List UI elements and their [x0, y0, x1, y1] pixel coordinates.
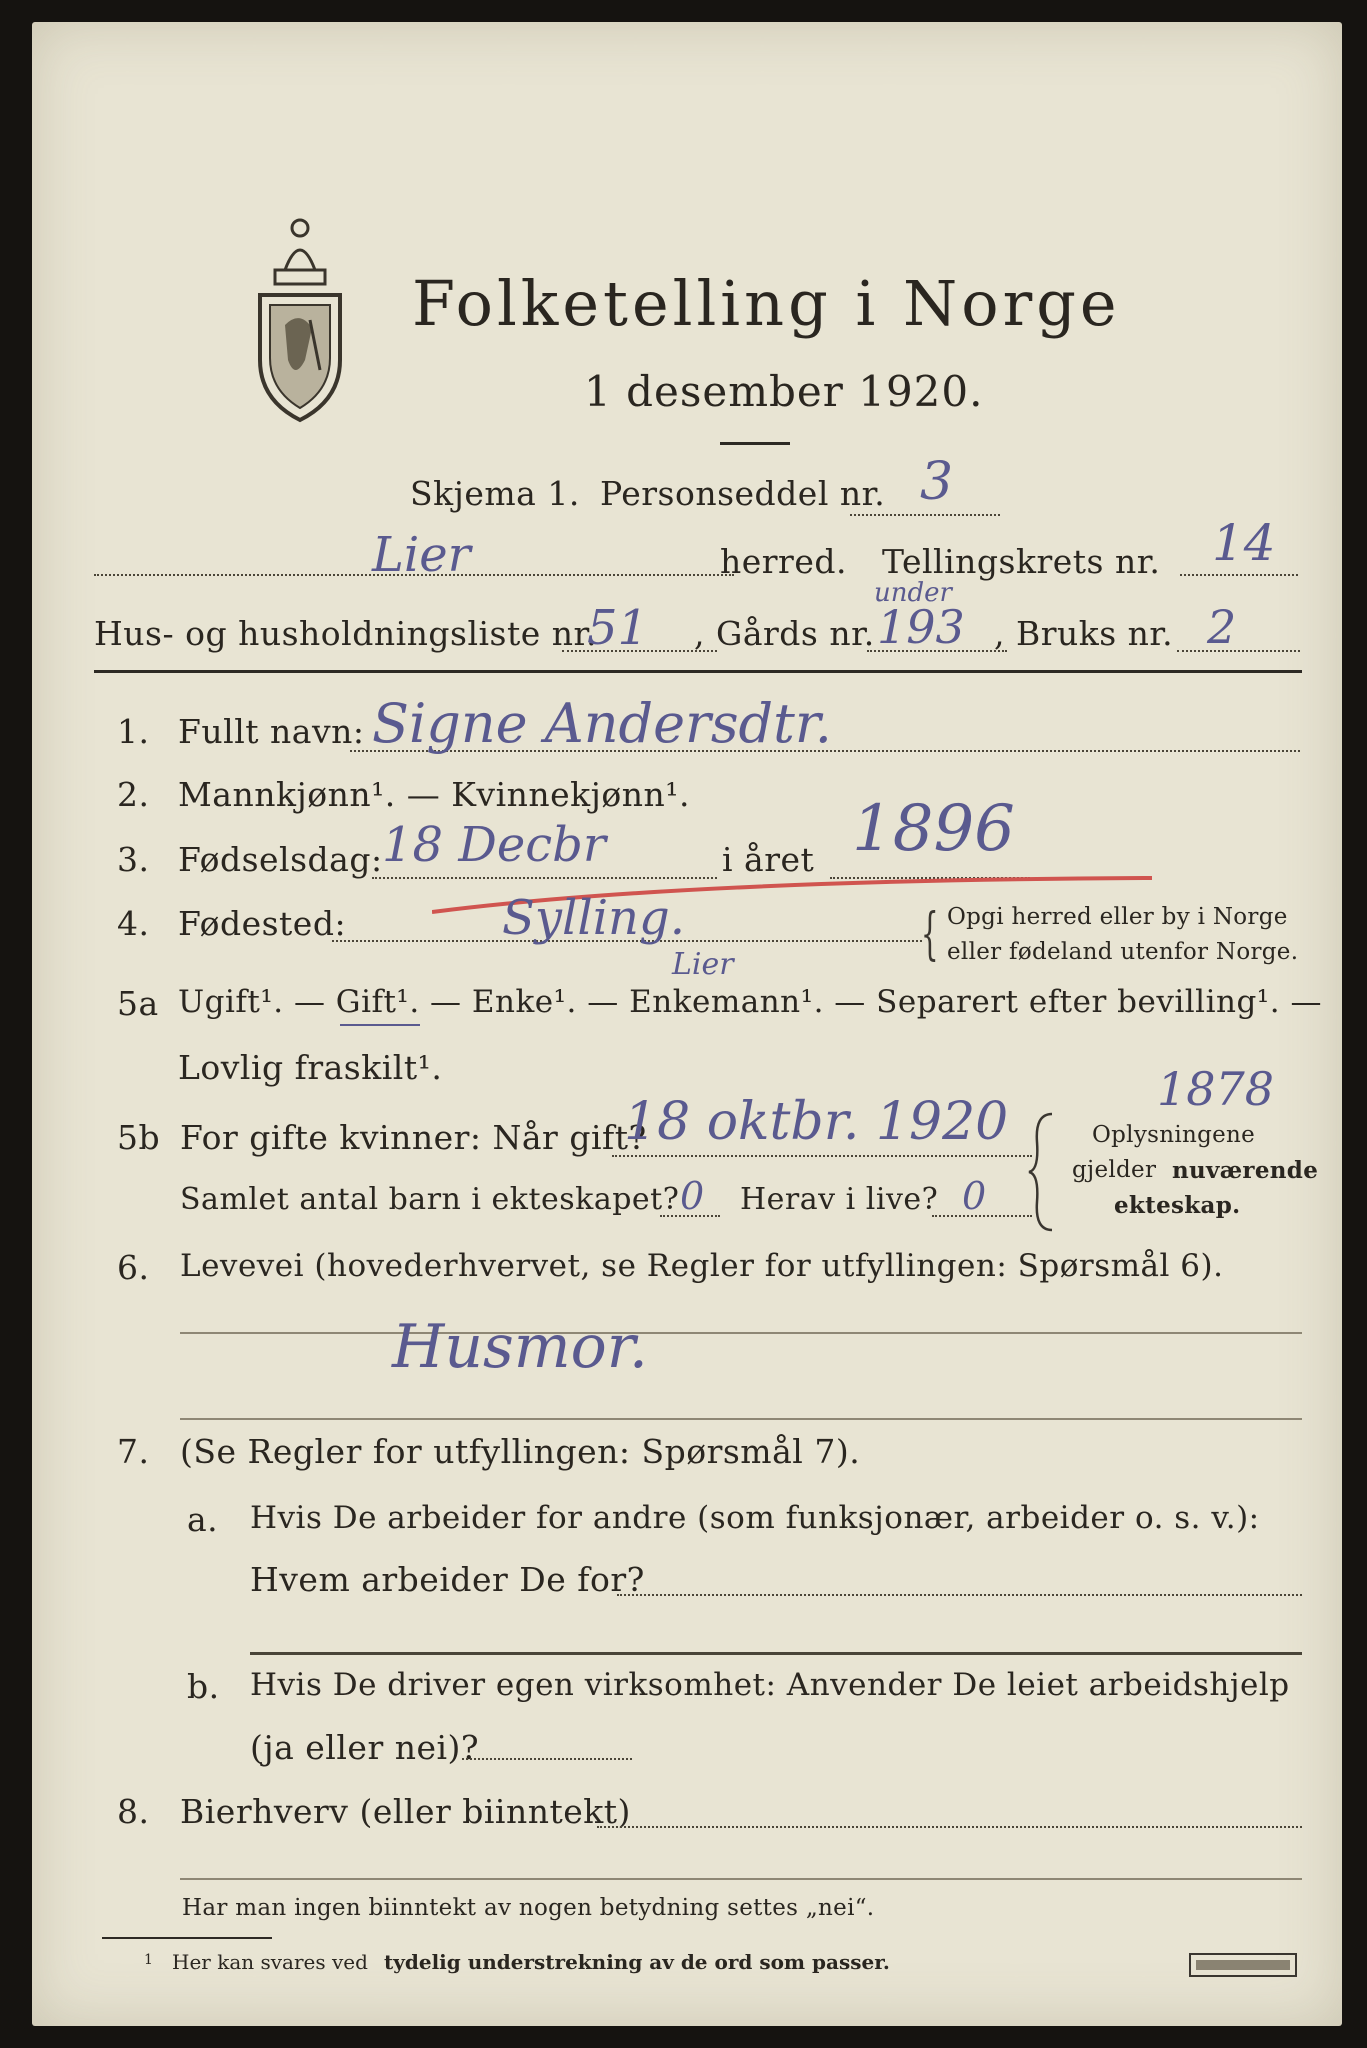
q6-number: 6.	[117, 1248, 150, 1287]
q2-label: Mannkjønn¹. — Kvinnekjønn¹.	[178, 775, 690, 814]
q7a-number: a.	[187, 1500, 219, 1539]
q5b-brace	[1027, 1112, 1057, 1236]
footnote-text-b: tydelig understrekning av de ord som passer.	[384, 1950, 890, 1974]
title-rule	[720, 442, 790, 445]
coat-of-arms-icon	[250, 210, 350, 429]
personseddel-label: Personseddel nr.	[600, 474, 886, 513]
q3-mid: i året	[722, 840, 815, 879]
q3-year: 1896	[852, 792, 1015, 866]
gards-value: 193	[877, 600, 965, 654]
q8-line	[597, 1826, 1302, 1828]
q5b-year-note: 1878	[1157, 1062, 1275, 1116]
q5b-number: 5b	[117, 1118, 161, 1157]
q5b-value: 18 oktbr. 1920	[624, 1092, 1009, 1152]
q5b-note3: ekteskap.	[1114, 1192, 1241, 1219]
bruks-line	[1177, 650, 1300, 652]
q4-value2: Lier	[672, 947, 734, 982]
footnote-mark: 1	[144, 1952, 153, 1968]
q4-note2: eller fødeland utenfor Norge.	[947, 939, 1299, 965]
q7a-line2	[250, 1652, 1302, 1655]
gards-note: under	[874, 578, 952, 608]
q7a-label: Hvis De arbeider for andre (som funksjonær, arbeider o. s. v.):	[250, 1500, 1260, 1536]
census-form-page	[32, 22, 1342, 2026]
form-date: 1 desember 1920.	[584, 367, 984, 416]
q5b-label2: Samlet antal barn i ekteskapet?	[180, 1182, 680, 1217]
q5b-note2b: nuværende	[1172, 1157, 1319, 1184]
personseddel-value: 3	[920, 452, 954, 512]
q5b-label3: Herav i live?	[740, 1182, 939, 1217]
gards-label: , Gårds nr.	[694, 614, 875, 653]
q4-brace: {	[920, 902, 939, 967]
q4-value: Sylling.	[502, 890, 685, 946]
q7b-line	[462, 1758, 632, 1760]
q1-number: 1.	[117, 712, 150, 751]
q3-number: 3.	[117, 840, 150, 879]
tellingskrets-line	[1180, 574, 1298, 576]
form-title: Folketelling i Norge	[412, 267, 1121, 340]
q3-label: Fødselsdag:	[178, 840, 383, 879]
q3-value: 18 Decbr	[382, 817, 606, 873]
q8-note: Har man ingen biinntekt av nogen betydning settes „nei“.	[182, 1895, 875, 1921]
q1-label: Fullt navn:	[178, 712, 365, 751]
q7b-label: Hvis De driver egen virksomhet: Anvender De leiet arbeidshjelp	[250, 1667, 1290, 1703]
q6-line	[180, 1332, 1302, 1334]
hus-value: 51	[587, 600, 649, 656]
q7a-line	[617, 1594, 1302, 1596]
hus-label: Hus- og husholdningsliste nr.	[94, 614, 598, 653]
personseddel-line	[850, 514, 1000, 516]
footnote-rule	[102, 1937, 272, 1939]
q5b-label: For gifte kvinner: Når gift?	[180, 1118, 647, 1157]
q4-note1: Opgi herred eller by i Norge	[947, 904, 1288, 930]
q1-value: Signe Andersdtr.	[372, 692, 832, 755]
q8-number: 8.	[117, 1792, 150, 1831]
herred-label: herred.	[720, 542, 847, 581]
q2-number: 2.	[117, 775, 150, 814]
printer-stamp-icon	[1188, 1952, 1298, 1982]
bruks-value: 2	[1207, 600, 1237, 654]
q7-label: (Se Regler for utfyllingen: Spørsmål 7).	[180, 1432, 861, 1471]
q8-line2	[180, 1878, 1302, 1880]
bruks-label: , Bruks nr.	[994, 614, 1174, 653]
q7b-label2: (ja eller nei)?	[250, 1728, 480, 1767]
q8-label: Bierhverv (eller biinntekt)	[180, 1792, 631, 1831]
tellingskrets-value: 14	[1212, 514, 1276, 572]
q5b-value3: 0	[962, 1174, 987, 1218]
q5a-label2: Lovlig fraskilt¹.	[178, 1048, 443, 1087]
header-divider	[94, 670, 1302, 673]
q5b-note2a: gjelder	[1072, 1157, 1157, 1183]
skjema-label: Skjema 1.	[410, 474, 580, 513]
q4-label: Fødested:	[178, 904, 347, 943]
q6-line2	[180, 1418, 1302, 1420]
q5b-value2: 0	[680, 1174, 705, 1218]
q5a-gift-underline	[340, 1024, 420, 1026]
tellingskrets-label: Tellingskrets nr.	[882, 542, 1161, 581]
footnote-text-a: Her kan svares ved	[172, 1950, 368, 1974]
q6-label: Levevei (hovederhvervet, se Regler for utfyllingen: Spørsmål 6).	[180, 1248, 1224, 1284]
q5a-label: Ugift¹. — Gift¹. — Enke¹. — Enkemann¹. — Separert efter bevilling¹. —	[178, 984, 1322, 1020]
q7-number: 7.	[117, 1432, 150, 1471]
q5b-line	[612, 1155, 1032, 1157]
q4-number: 4.	[117, 904, 150, 943]
q7a-label2: Hvem arbeider De for?	[250, 1560, 645, 1599]
herred-value: Lier	[372, 527, 471, 583]
q6-value: Husmor.	[392, 1312, 648, 1382]
q5b-note1: Oplysningene	[1092, 1122, 1256, 1148]
q7b-number: b.	[187, 1667, 220, 1706]
q5a-number: 5a	[117, 984, 159, 1023]
